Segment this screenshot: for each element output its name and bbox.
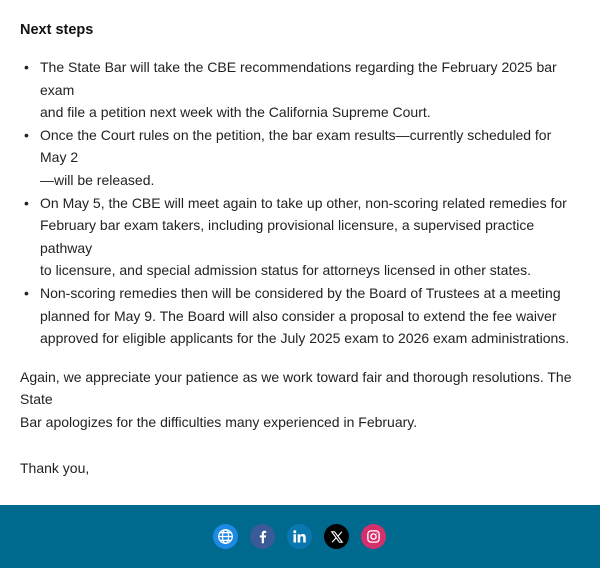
social-links [213,524,386,549]
list-item-line: planned for May 9. The Board will also consider a proposal to extend the fee waiver [40,307,557,324]
list-item [24,124,576,192]
linkedin-icon[interactable] [287,524,312,549]
list-item [24,192,576,282]
globe-icon[interactable] [213,524,238,549]
list-item-line: —will be released. [40,171,155,188]
instagram-icon[interactable] [361,524,386,549]
list-item-line: and file a petition next week with the California Supreme Court. [40,104,431,121]
bullet-icon: • [24,126,29,143]
email-body [20,20,576,547]
closing-line: Again, we appreciate your patience as we work toward fair and thorough resolutions. The State [20,368,572,408]
list-item-line: On May 5, the CBE will meet again to take up other, non-scoring related remedies for [40,194,567,211]
closing-paragraph [20,366,576,434]
list-item-line: to licensure, and special admission status for attorneys licensed in other states. [40,262,532,279]
thanks-text: Thank you, [20,459,90,476]
list-item [24,56,576,124]
list-item-line: Once the Court rules on the petition, the bar exam results—currently scheduled for May 2 [40,126,552,166]
facebook-icon[interactable] [250,524,275,549]
x-icon[interactable] [324,524,349,549]
list-item-line: Non-scoring remedies then will be considered by the Board of Trustees at a meeting [40,284,561,301]
bullet-icon: • [24,284,29,301]
bullet-icon: • [24,194,29,211]
list-item [24,282,576,350]
closing-line: Bar apologizes for the difficulties many experienced in February. [20,413,418,430]
list-item-line: February bar exam takers, including provisional licensure, a supervised practice pathway [40,217,535,256]
bullet-icon: • [24,59,29,75]
footer-bar [0,505,600,568]
list-item-line: approved for eligible applicants for the July 2025 exam to 2026 exam administrations. [40,330,570,347]
next-steps-list [20,56,576,350]
section-heading: Next steps [20,22,94,38]
list-item-line: The State Bar will take the CBE recommendations regarding the February 2025 bar exam [40,59,557,98]
